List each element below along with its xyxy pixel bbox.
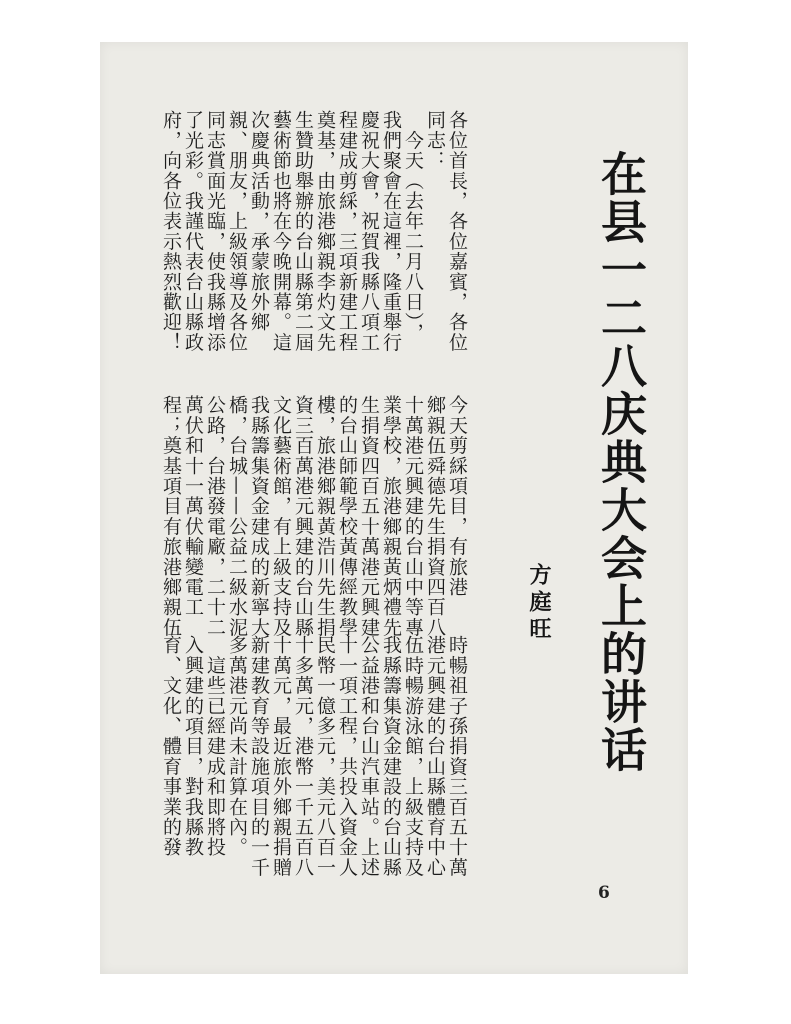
text-column: 府，向各位表示熱烈歡迎！ xyxy=(160,110,182,353)
text-column: 文化藝術館，有上級支持及 xyxy=(270,395,292,638)
text-column: 次慶典活動，承蒙旅外鄉 xyxy=(248,110,270,333)
text-column: 今天剪綵項目，有旅港 xyxy=(446,395,468,597)
text-column: 十萬元，最近旅外鄉親捐贈 xyxy=(270,635,292,878)
text-column: 的台山師範學校黃傳經教學 xyxy=(336,395,358,638)
text-column: 公益港和台山汽車站。上述 xyxy=(358,635,380,878)
text-column: 十一項工程，共投入資金人 xyxy=(336,635,358,878)
page-number: 6 xyxy=(598,883,610,903)
text-column: 生捐資四百五十萬港元興建 xyxy=(358,395,380,638)
text-column: 鄉親伍舜德先生捐資四百八 xyxy=(424,395,446,638)
text-column: 程建成剪綵，三項新建工程 xyxy=(336,110,358,353)
text-column: 資三百萬港元興建的台山縣 xyxy=(292,395,314,638)
text-column: 時暢祖子孫捐資三百五十萬 xyxy=(446,635,468,878)
text-column: 民幣一億多元，美元八百一 xyxy=(314,635,336,878)
text-column: 藝術節也將在今晚開幕。這 xyxy=(270,110,292,353)
text-column: 樓，旅港鄉親黃浩川先生捐 xyxy=(314,395,336,638)
text-column: 今天（去年二月八日）， xyxy=(402,110,424,343)
text-column: 公路，台港發電廠，二十二 xyxy=(204,395,226,638)
speech-investment xyxy=(160,635,468,905)
page-title: 在县一二八庆典大会上的讲话 xyxy=(594,150,648,774)
author-name: 方庭旺 xyxy=(526,563,552,644)
text-column: 橋，台城——公益二級水泥 xyxy=(226,395,248,638)
text-column: 我縣籌集資金建成的新寧大 xyxy=(248,395,270,638)
text-column: 親、朋友，上級領導及各位 xyxy=(226,110,248,353)
text-column: 十萬港元興建的台山中等專 xyxy=(402,395,424,638)
text-column: 十多萬元，港幣一千五百八 xyxy=(292,635,314,878)
text-column: 程；奠基項目有旅港鄉親伍 xyxy=(160,395,182,638)
text-column: 我縣籌集資金建設的台山縣 xyxy=(380,635,402,878)
text-column: 入興建的項目，對我縣教 xyxy=(182,635,204,858)
speech-projects xyxy=(160,395,468,665)
text-column: 我們聚會在這裡，隆重舉行 xyxy=(380,110,402,353)
text-column: 同志： xyxy=(424,110,446,171)
text-column: 同志賞面光臨，使我縣增添 xyxy=(204,110,226,353)
text-column: 多萬港元尚未計算在內。 xyxy=(226,635,248,858)
text-column: 伍時暢游泳館，上級支持及 xyxy=(402,635,424,878)
text-column: 了光彩。我謹代表台山縣政 xyxy=(182,110,204,353)
text-column: 慶祝大會，祝賀我縣八項工 xyxy=(358,110,380,353)
text-column: 生贊助舉辦的台山縣第二屆 xyxy=(292,110,314,353)
text-column: 業學校，旅港鄉親黃炳禮先 xyxy=(380,395,402,638)
text-column: 港元興建的台山縣體育中心 xyxy=(424,635,446,878)
text-column: 各位首長，各位嘉賓，各位 xyxy=(446,110,468,353)
text-column: 育、文化、體育事業的發 xyxy=(160,635,182,858)
text-column: 這些已經建成和即將投 xyxy=(204,635,226,858)
text-column: 新建教育等設施項目的一千 xyxy=(248,635,270,878)
text-column: 萬伏和十一萬伏輸變電工 xyxy=(182,395,204,618)
text-column: 奠基，由旅港鄉親李灼文先 xyxy=(314,110,336,353)
speech-opening xyxy=(160,110,468,380)
